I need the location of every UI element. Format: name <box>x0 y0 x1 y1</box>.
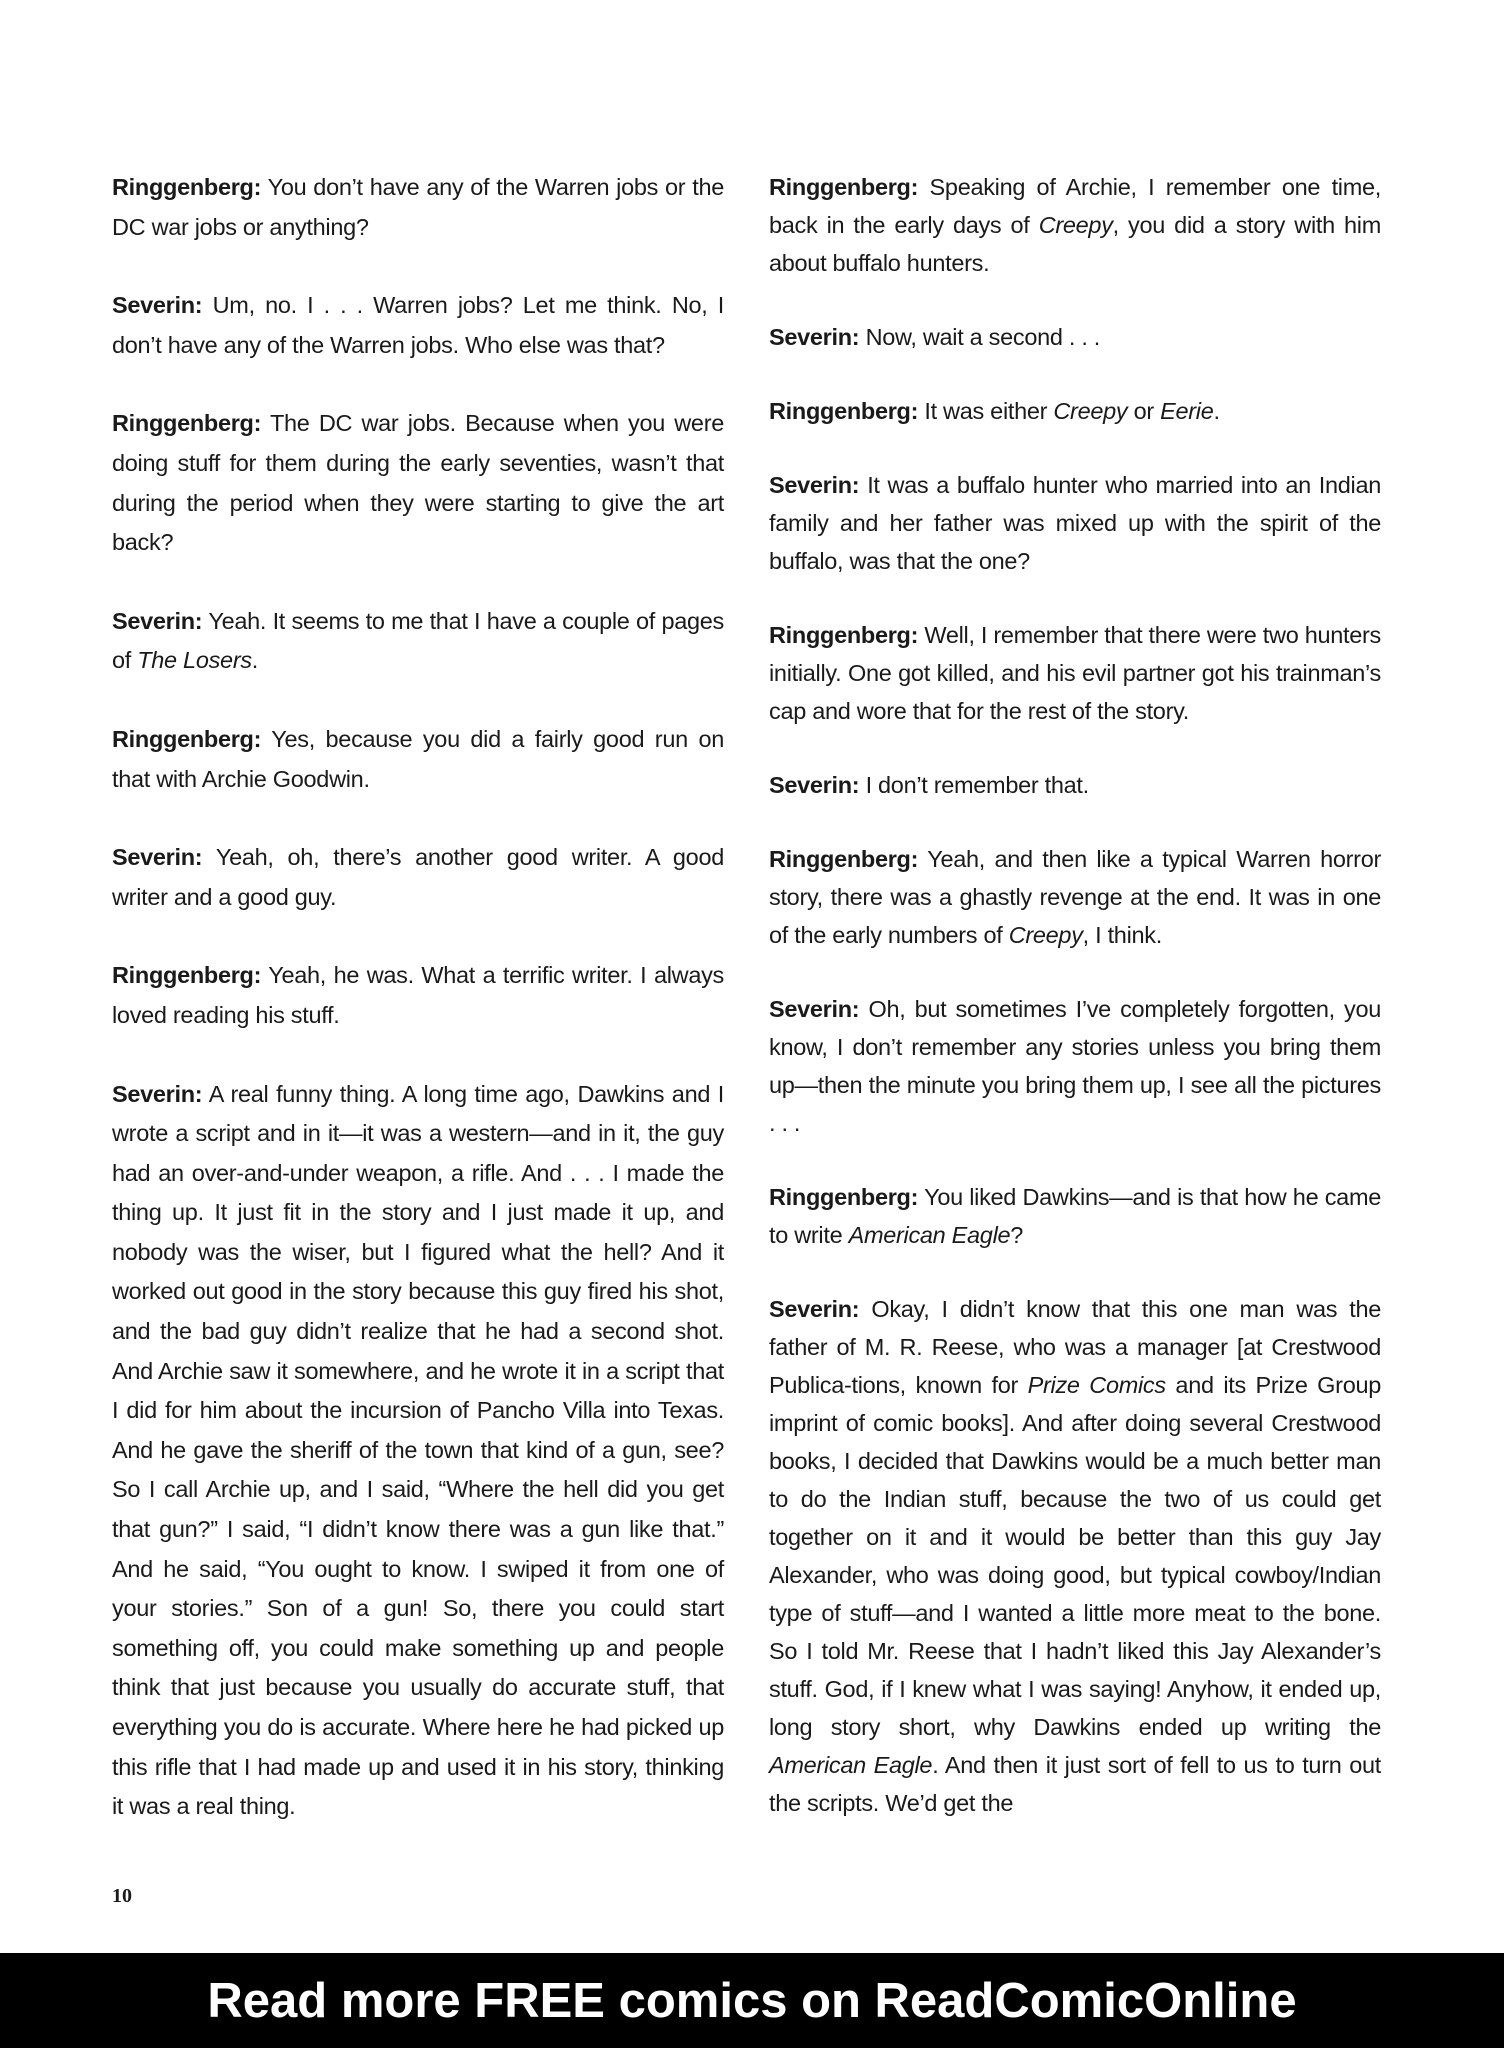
interview-paragraph <box>112 956 724 1035</box>
paragraph-text: It was a buffalo hunter who married into an Indian family and her father was mixed up with the spirit of the buffalo, was that the one? <box>769 472 1381 574</box>
paragraph-text: . <box>251 647 259 674</box>
paragraph-text: It was either <box>918 398 1054 424</box>
paragraph-text: You don’t have any of the Warren jobs or the DC war jobs or anything? <box>112 174 724 240</box>
speaker-label: Ringgenberg: <box>112 725 262 752</box>
paragraph-text: . And then it just sort of fell to us to turn out the scripts. We’d get the <box>769 1752 1381 1816</box>
paragraph-text: and its Prize Group imprint of comic books]. And after doing several Crestwood books, I decided that Dawkins would be a much better man to do the Indian stuff, because the two of us could get together on it and it would be better than this guy Jay Alexander, who was doing good, but typical cowboy/Indian type of stuff—and I wanted a little more meat to the bone. So I told Mr. Reese that I hadn’t liked this Jay Alexander’s stuff. God, if I knew what I was saying! Anyhow, it ended up, long story short, why Dawkins ended up writing the <box>769 1372 1381 1740</box>
promo-banner-text[interactable]: Read more FREE comics on ReadComicOnline <box>207 1973 1297 2028</box>
speaker-label: Ringgenberg: <box>769 174 919 200</box>
interview-paragraph <box>769 466 1381 580</box>
interview-paragraph <box>112 286 724 365</box>
speaker-label: Ringgenberg: <box>112 174 262 200</box>
interview-paragraph <box>769 840 1381 954</box>
paragraph-text: I don’t remember that. <box>859 772 1089 798</box>
speaker-label: Ringgenberg: <box>112 410 262 437</box>
interview-paragraph <box>112 838 724 917</box>
title-italic: Eerie <box>1160 398 1214 424</box>
interview-paragraph <box>112 602 724 681</box>
title-italic: Creepy <box>1038 212 1113 238</box>
paragraph-text: Yeah, oh, there’s another good writer. A good writer and a good guy. <box>112 844 724 910</box>
paragraph-text: Okay, I didn’t know that this one man was the father of M. R. Reese, who was a manager [at Crestwood Publica-tions, known for <box>769 1296 1381 1398</box>
speaker-label: Severin: <box>769 324 860 350</box>
speaker-label: Severin: <box>769 472 860 498</box>
paragraph-text: Yeah. It seems to me that I have a couple of pages of <box>112 607 724 674</box>
paragraph-text: Yeah, and then like a typical Warren horror story, there was a ghastly revenge at the end. It was in one of the early numbers of <box>769 846 1381 948</box>
promo-banner[interactable] <box>0 1953 1504 2048</box>
interview-paragraph <box>769 318 1381 356</box>
paragraph-text: Yes, because you did a fairly good run on that with Archie Goodwin. <box>112 725 724 792</box>
right-column <box>769 168 1381 1858</box>
title-italic: American Eagle <box>769 1752 933 1778</box>
speaker-label: Severin: <box>769 1296 860 1322</box>
paragraph-text: Yeah, he was. What a terrific writer. I always loved reading his stuff. <box>112 962 724 1028</box>
interview-paragraph <box>112 720 724 799</box>
interview-paragraph <box>769 616 1381 730</box>
interview-paragraph <box>769 766 1381 804</box>
paragraph-text: ? <box>1010 1222 1024 1248</box>
speaker-label: Severin: <box>769 772 860 798</box>
interview-paragraph <box>112 168 724 247</box>
paragraph-text: Um, no. I . . . Warren jobs? Let me think. No, I don’t have any of the Warren jobs. Who else was that? <box>112 292 724 358</box>
paragraph-text: You liked Dawkins—and is that how he came to write <box>769 1184 1381 1248</box>
interview-paragraph <box>769 990 1381 1142</box>
left-column <box>112 168 724 1866</box>
interview-paragraph <box>112 1075 724 1827</box>
speaker-label: Ringgenberg: <box>769 1184 919 1210</box>
speaker-label: Ringgenberg: <box>769 398 919 424</box>
page-number: 10 <box>112 1885 132 1907</box>
title-italic: American Eagle <box>848 1222 1011 1248</box>
paragraph-text: The DC war jobs. Because when you were doing stuff for them during the early seventies, wasn’t that during the period when they were starting to give the art back? <box>112 410 724 556</box>
title-italic: Prize Comics <box>1027 1372 1166 1398</box>
speaker-label: Ringgenberg: <box>769 622 919 648</box>
paragraph-text: Oh, but sometimes I’ve completely forgotten, you know, I don’t remember any stories unless you bring them up—then the minute you bring them up, I see all the pictures . . . <box>769 996 1381 1136</box>
title-italic: Creepy <box>1008 922 1083 948</box>
paragraph-text: . <box>1213 398 1220 424</box>
paragraph-text: A real funny thing. A long time ago, Dawkins and I wrote a script and in it—it was a western—and in it, the guy had an over-and-under weapon, a rifle. And . . . I made the thing up. It just fit in the story and I just made it up, and nobody was the wiser, but I figured what the hell? And it worked out good in the story because this guy fired his shot, and the bad guy didn’t realize that he had a second shot. And Archie saw it somewhere, and he wrote it in a script that I did for him about the incursion of Pancho Villa into Texas. And he gave the sheriff of the town that kind of a gun, see? So I call Archie up, and I said, “Where the hell did you get that gun?” I said, “I didn’t know there was a gun like that.” And he said, “You ought to know. I swiped it from one of your stories.” Son of a gun! So, there you could start something off, you could make something up and people think that just because you usually do accurate stuff, that everything you do is accurate. Where here he had picked up this rifle that I had made up and used it in his story, thinking it was a real thing. <box>112 1080 724 1820</box>
title-italic: The Losers <box>137 647 252 674</box>
speaker-label: Ringgenberg: <box>769 846 919 872</box>
speaker-label: Severin: <box>112 607 203 634</box>
interview-paragraph <box>769 168 1381 282</box>
interview-paragraph <box>769 392 1381 430</box>
speaker-label: Ringgenberg: <box>112 962 262 989</box>
title-italic: Creepy <box>1053 398 1128 424</box>
speaker-label: Severin: <box>112 844 203 871</box>
paragraph-text: Speaking of Archie, I remember one time, back in the early days of <box>769 174 1381 238</box>
paragraph-text: , you did a story with him about buffalo hunters. <box>769 212 1381 276</box>
paragraph-text: or <box>1127 398 1161 424</box>
interview-paragraph <box>769 1178 1381 1254</box>
speaker-label: Severin: <box>112 1080 203 1107</box>
speaker-label: Severin: <box>769 996 860 1022</box>
interview-paragraph <box>112 404 724 562</box>
interview-paragraph <box>769 1290 1381 1822</box>
paragraph-text: Well, I remember that there were two hunters initially. One got killed, and his evil partner got his trainman’s cap and wore that for the rest of the story. <box>769 622 1381 724</box>
paragraph-text: Now, wait a second . . . <box>859 324 1101 350</box>
speaker-label: Severin: <box>112 292 203 319</box>
paragraph-text: , I think. <box>1082 922 1162 948</box>
